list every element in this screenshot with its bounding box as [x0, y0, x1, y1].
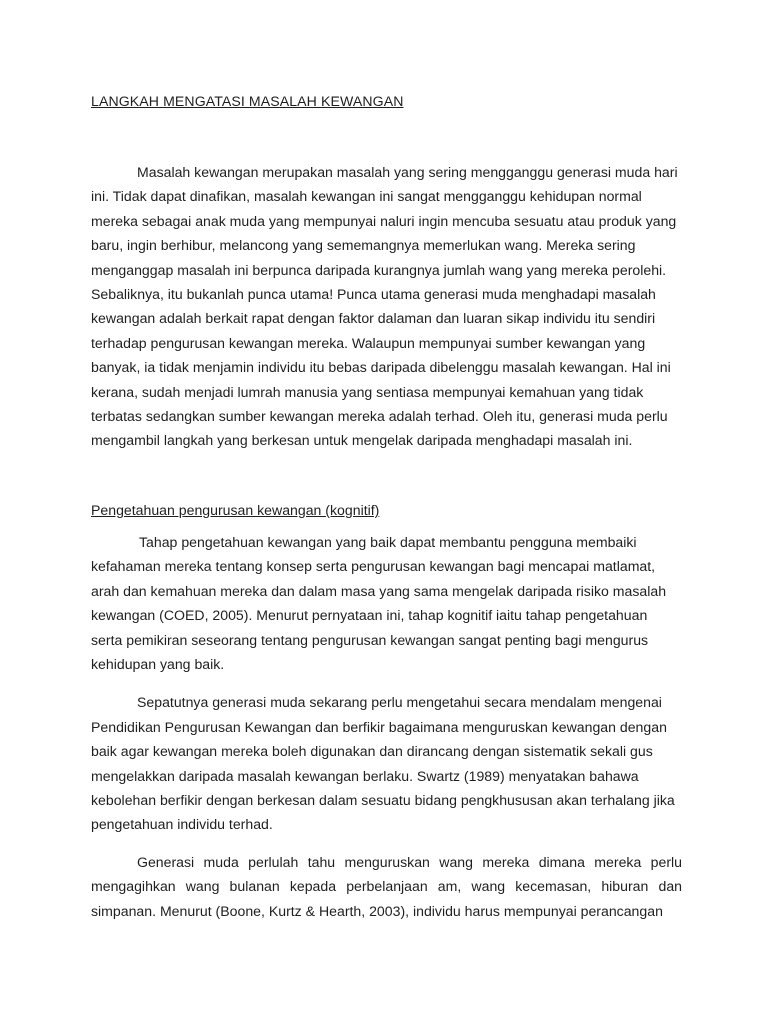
- paragraph-knowledge: Tahap pengetahuan kewangan yang baik dapat membantu pengguna membaiki kefahaman mereka tentang konsep serta pengurusan kewangan bagi mencapai matlamat, arah dan kemahuan mereka dan dalam masa yang sama mengelak daripada risiko masalah kewangan (COED, 2005). Menurut pernyataan ini, tahap kognitif iaitu tahap pengetahuan serta pemikiran seseorang tentang pengurusan kewangan sangat penting bagi mengurus kehidupan yang baik.: [91, 533, 667, 672]
- document-title: LANGKAH MENGATASI MASALAH KEWANGAN: [91, 93, 404, 109]
- paragraph-money-management: Generasi muda perlulah tahu menguruskan wang mereka dimana mereka perlu mengagihkan wang bulanan kepada perbelanjaan am, wang kecemasan, hiburan dan simpanan. Menurut (Boone, Kurtz & Hearth, 2003), individu harus mempunyai perancangan: [91, 853, 682, 919]
- section-heading: Pengetahuan pengurusan kewangan (kognitif): [91, 501, 380, 518]
- intro-paragraph: Masalah kewangan merupakan masalah yang sering mengganggu generasi muda hari ini. Tidak dapat dinafikan, masalah kewangan ini sangat mengganggu kehidupan normal mereka sebagai anak muda yang mempunyai naluri ingin mencuba sesuatu atau produk yang baru, ingin berhibur, melancong yang sememangnya memerlukan wang. Mereka sering menganggap masalah ini berpunca daripada kurangnya jumlah wang yang mereka perolehi. Sebaliknya, itu bukanlah punca utama! Punca utama generasi muda menghadapi masalah kewangan adalah berkait rapat dengan faktor dalaman dan luaran sikap individu itu sendiri terhadap pengurusan kewangan mereka. Walaupun mempunyai sumber kewangan yang banyak, ia tidak menjamin individu itu bebas daripada dibelenggu masalah kewangan. Hal ini kerana, sudah menjadi lumrah manusia yang sentiasa mempunyai kemahuan yang tidak terbatas sedangkan sumber kewangan mereka adalah terhad. Oleh itu, generasi muda perlu mengambil langkah yang berkesan untuk mengelak daripada menghadapi masalah ini.: [91, 164, 678, 449]
- paragraph-education: Sepatutnya generasi muda sekarang perlu mengetahui secara mendalam mengenai Pendidikan Pengurusan Kewangan dan berfikir bagaimana menguruskan kewangan dengan baik agar kewangan mereka boleh digunakan dan dirancang dengan sistematik sekali gus mengelakkan daripada masalah kewangan berlaku. Swartz (1989) menyatakan bahawa kebolehan berfikir dengan berkesan dalam sesuatu bidang pengkhususan akan terhalang jika pengetahuan individu terhad.: [91, 694, 675, 833]
